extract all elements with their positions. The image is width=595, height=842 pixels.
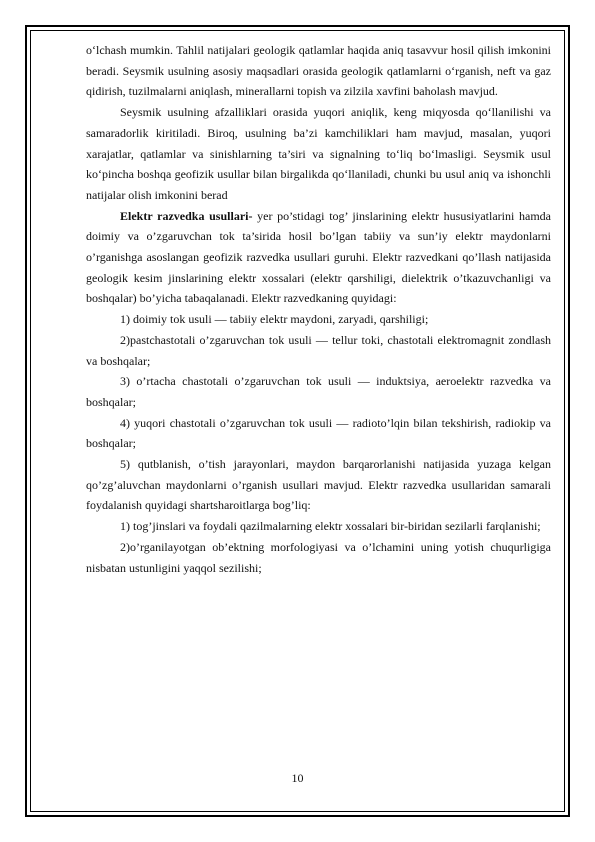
paragraph-text: yer po’stidagi tog’ jinslarining elektr hususiyatlarini hamda doimiy va o’zgaruvchan tok ta’sirida hosil bo’lgan tabiiy va sun’iy elektr maydonlarni o’rganishga asoslangan geofizik razvedka usullari guruhi. Elektr razvedkani qo’llash natijasida geologik kesim jinslarining elektr xossalari (elektr qarshiligi, dielektrik o’tkazuvchanligi va boshqalar) bo’yicha tabaqalanadi. Elektr razvedkaning quyidagi: bbox=[86, 208, 551, 306]
list-item: 3) o’rtacha chastotali o’zgaruvchan tok usuli — induktsiya, aeroelektr razvedka va boshqalar; bbox=[86, 374, 551, 409]
page-number: 10 bbox=[291, 771, 304, 785]
bold-term: Elektr razvedka usullari- bbox=[120, 208, 253, 223]
list-item: 5) qutblanish, o’tish jarayonlari, maydon barqarorlanishi natijasida yuzaga kelgan qo’zg’aluvchan maydonlarni o’rganish usullari mavjud. Elektr razvedka usullaridan samarali foydalanish quyidagi shartsharoitlarga bog’liq: bbox=[86, 457, 551, 513]
list-item: 2)o’rganilayotgan ob’ektning morfologiyasi va o’lchamini uning yotish chuqurligiga nisbatan ustunligini yaqqol sezilishi; bbox=[86, 539, 551, 575]
list-item: 1) doimiy tok usuli — tabiiy elektr maydoni, zaryadi, qarshiligi; bbox=[120, 312, 429, 327]
list-item: 1) tog’jinslari va foydali qazilmalarning elektr xossalari bir-biridan sezilarli farqlanishi; bbox=[120, 519, 541, 534]
list-item: 4) yuqori chastotali o’zgaruvchan tok usuli — radioto’lqin bilan tekshirish, radiokip va boshqalar; bbox=[86, 415, 551, 451]
document-body bbox=[86, 40, 551, 578]
paragraph: Seysmik usulning afzalliklari orasida yuqori aniqlik, keng miqyosda qo‘llanilishi va samaradorlik kiritiladi. Biroq, usulning ba’zi kamchiliklari ham mavjud, masalan, yuqori xarajatlar, qatlamlar va sinishlarning ta’siri va signalning to‘liq bo‘lmasligi. Seysmik usul ko‘pincha boshqa geofizik usullar bilan birgalikda qo‘llaniladi, chunki bu usul aniq va ishonchli natijalar olish imkonini berad bbox=[86, 105, 551, 202]
list-item: 2)pastchastotali o’zgaruvchan tok usuli — tellur toki, chastotali elektromagnit zondlash va boshqalar; bbox=[86, 332, 551, 368]
paragraph: o‘lchash mumkin. Tahlil natijalari geologik qatlamlar haqida aniq tasavvur hosil qilish imkonini beradi. Seysmik usulning asosiy maqsadlari orasida geologik qatlamlarni o‘rganish, neft va gaz qidirish, tuzilmalarni aniqlash, minerallarni topish va zilzila xavfini baholash mavjud. bbox=[86, 43, 551, 99]
paragraph-elektr-razvedka bbox=[86, 206, 551, 310]
